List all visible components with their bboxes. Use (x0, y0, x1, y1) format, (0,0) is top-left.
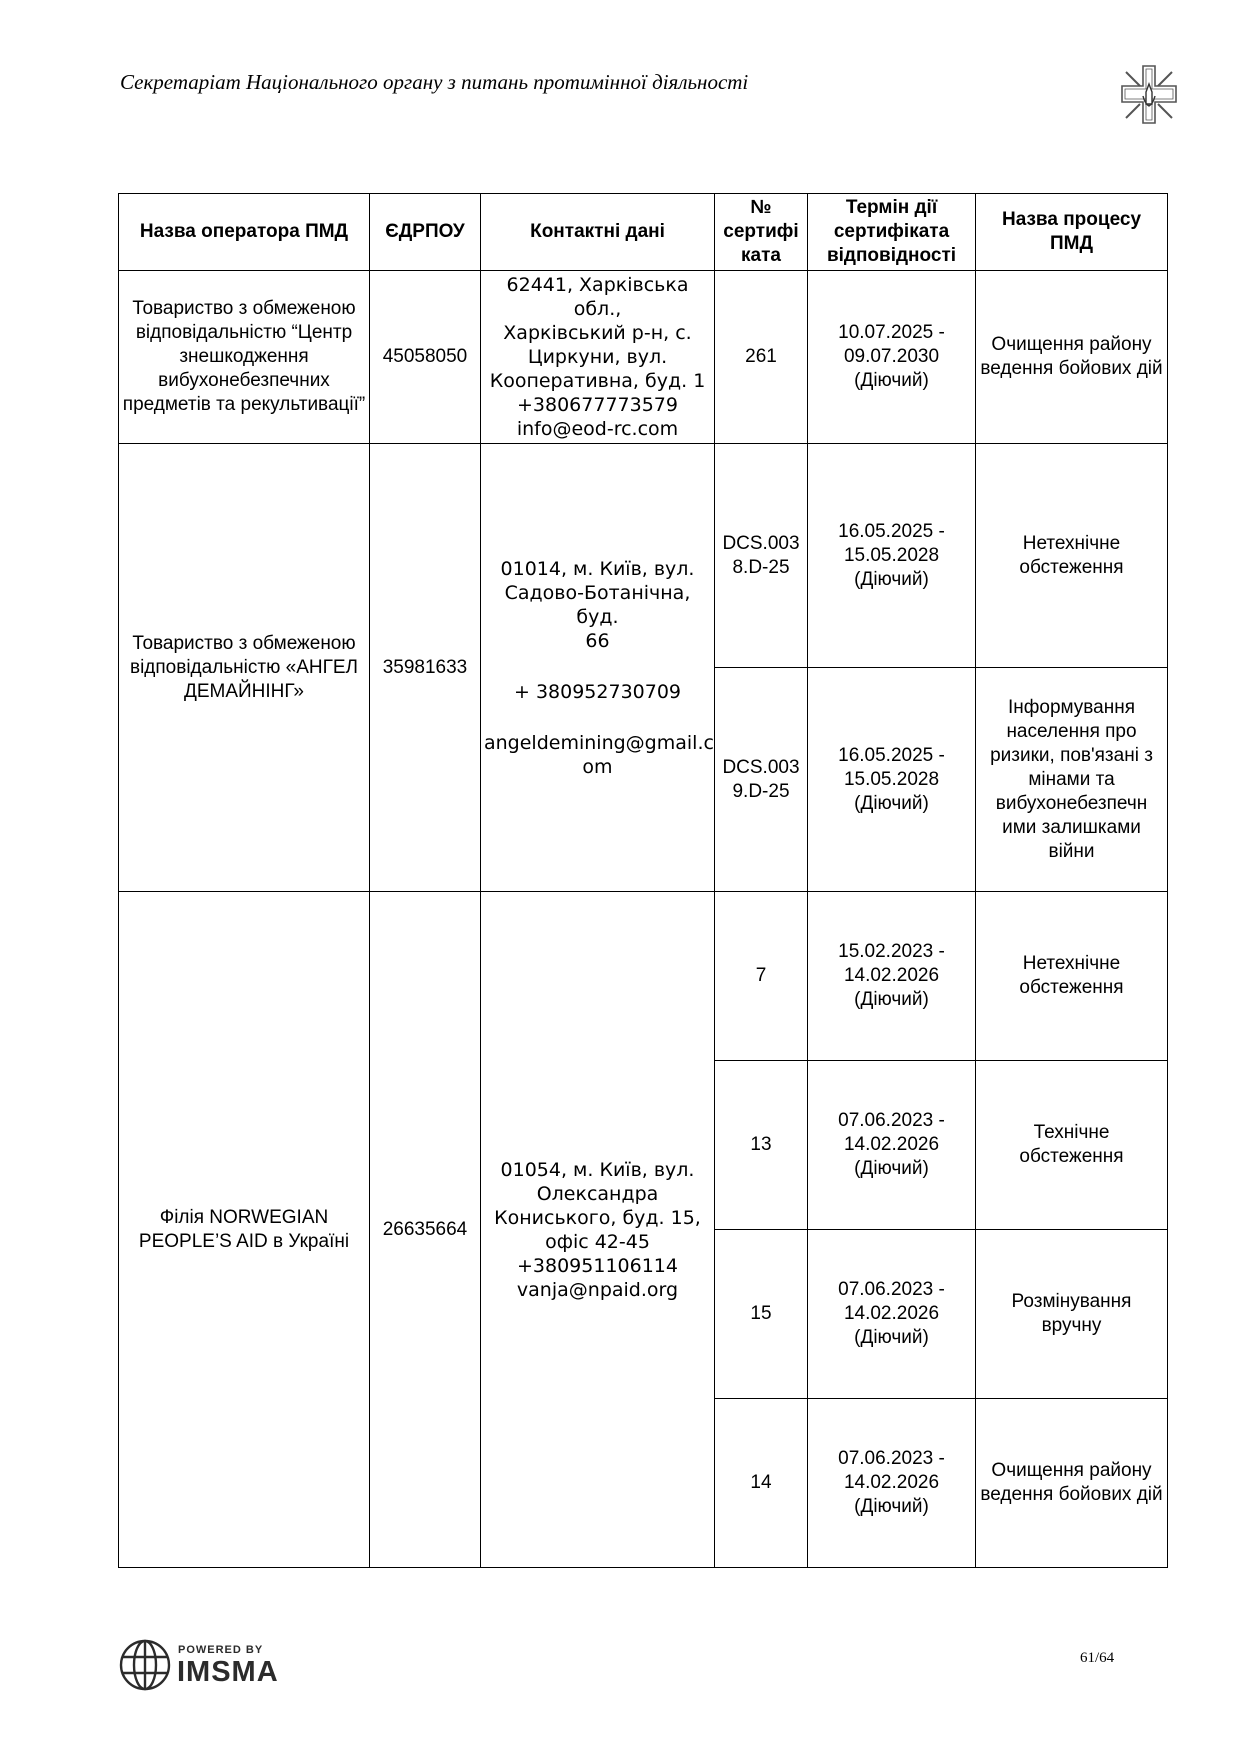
imsma-globe-icon (118, 1638, 172, 1692)
contact-line: Садово-Ботанічна, буд. (504, 581, 691, 628)
table-row (119, 271, 1168, 444)
ministry-emblem-icon (1116, 62, 1182, 128)
table-row (119, 444, 1168, 668)
operator-name: Товариство з обмеженою відповідальністю «АНГЕЛ ДЕМАЙНІНГ» (119, 444, 370, 892)
demining-process: Інформування населення про ризики, пов'язані з мінами та вибухонебезпечн ими залишками війни (976, 668, 1168, 892)
certificate-validity: 16.05.2025 - 15.05.2028 (Діючий) (808, 444, 976, 668)
certificate-number: 15 (715, 1230, 808, 1399)
contact-line: Харківський р-н, с. (503, 322, 692, 344)
column-header-certificate-number: № сертифі ката (715, 194, 808, 271)
contact-line: Кооперативна, буд. 1 (489, 370, 706, 392)
column-header-process: Назва процесу ПМД (976, 194, 1168, 271)
operator-name: Товариство з обмеженою відповідальністю “Центр знешкодження вибухонебезпечних предметів та рекультивації” (119, 271, 370, 444)
operator-edrpou: 45058050 (370, 271, 481, 444)
column-header-validity: Термін дії сертифіката відповідності (808, 194, 976, 271)
certificate-validity: 15.02.2023 - 14.02.2026 (Діючий) (808, 892, 976, 1061)
certificate-validity: 07.06.2023 - 14.02.2026 (Діючий) (808, 1230, 976, 1399)
certificate-validity: 07.06.2023 - 14.02.2026 (Діючий) (808, 1061, 976, 1230)
operators-table (118, 193, 1168, 1568)
brand-label: IMSMA (177, 1656, 279, 1688)
contact-phone: +380677773579 (517, 394, 678, 416)
operator-edrpou: 35981633 (370, 444, 481, 892)
contact-line: Кониського, буд. 15, (494, 1206, 701, 1229)
page-number: 61/64 (1080, 1650, 1115, 1666)
table-row (119, 892, 1168, 1061)
demining-process: Розмінування вручну (976, 1230, 1168, 1399)
certificate-number: 14 (715, 1399, 808, 1568)
certificate-validity: 07.06.2023 - 14.02.2026 (Діючий) (808, 1399, 976, 1568)
demining-process: Очищення району ведення бойових дій (976, 1399, 1168, 1568)
operator-contacts (481, 892, 715, 1568)
contact-email: angeldemining@gmail.c (484, 731, 714, 754)
demining-process: Нетехнічне обстеження (976, 444, 1168, 668)
contact-line: офіс 42-45 (545, 1230, 650, 1253)
operator-edrpou: 26635664 (370, 892, 481, 1568)
certificate-validity: 10.07.2025 - 09.07.2030 (Діючий) (808, 271, 976, 444)
contact-line: 01054, м. Київ, вул. (500, 1158, 695, 1181)
contact-phone: + 380952730709 (513, 680, 682, 703)
contact-line: Олександра (536, 1182, 659, 1205)
contact-line: 62441, Харківська обл., (506, 274, 689, 320)
table-header-row (119, 194, 1168, 271)
header-title: Секретаріат Національного органу з питань протимінної діяльності (120, 70, 749, 94)
column-header-contacts: Контактні дані (481, 194, 715, 271)
demining-process: Технічне обстеження (976, 1061, 1168, 1230)
contact-gap (484, 653, 711, 680)
demining-process: Очищення району ведення бойових дій (976, 271, 1168, 444)
imsma-logo (118, 1634, 288, 1696)
demining-process: Нетехнічне обстеження (976, 892, 1168, 1061)
operator-contacts (481, 271, 715, 444)
operator-contacts (481, 444, 715, 892)
certificate-number: 261 (715, 271, 808, 444)
page-header (120, 62, 1170, 122)
contact-line: Циркуни, вул. (527, 346, 668, 368)
contact-line: 66 (585, 629, 610, 652)
contact-email: info@eod-rc.com (516, 418, 679, 440)
contact-gap (484, 704, 711, 731)
operator-name: Філія NORWEGIAN PEOPLE’S AID в Україні (119, 892, 370, 1568)
contact-line: 01014, м. Київ, вул. (500, 557, 695, 580)
certificate-number: 13 (715, 1061, 808, 1230)
contact-phone: +380951106114 (517, 1254, 678, 1277)
contact-email: om (582, 755, 613, 778)
contact-email: vanja@npaid.org (516, 1278, 679, 1301)
certificate-validity: 16.05.2025 - 15.05.2028 (Діючий) (808, 668, 976, 892)
certificate-number: DCS.003 9.D-25 (715, 668, 808, 892)
powered-by-label: POWERED BY (178, 1644, 264, 1656)
certificate-number: DCS.003 8.D-25 (715, 444, 808, 668)
column-header-edrpou: ЄДРПОУ (370, 194, 481, 271)
certificate-number: 7 (715, 892, 808, 1061)
column-header-operator: Назва оператора ПМД (119, 194, 370, 271)
